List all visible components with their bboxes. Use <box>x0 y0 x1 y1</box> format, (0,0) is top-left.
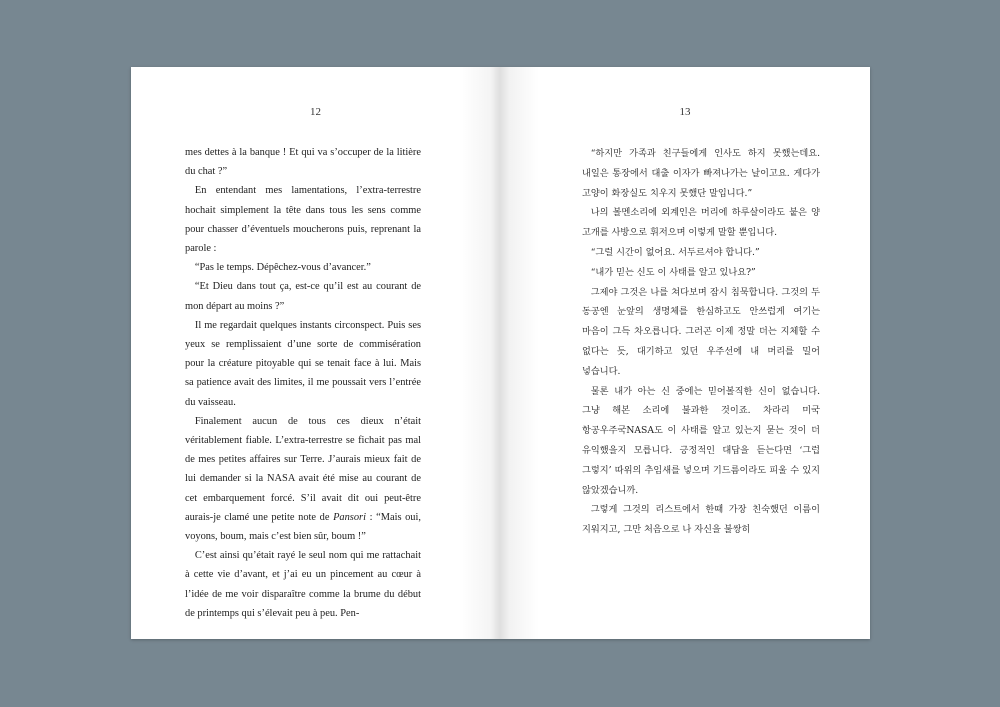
paragraph-text: Finalement aucun de tous ces dieux n’était véritablement fiable. L’extra-terrestre se fichait pas mal de mes petites affaires sur Terre. J’aurais mieux fait de lui demander si la NASA avait été mise au courant de cet embarquement forcé. S’il avait dit oui peut-être aurais-je clamé une petite note de <box>185 415 421 523</box>
paragraph: “하지만 가족과 친구들에게 인사도 하지 못했는데요. 내일은 통장에서 대출 이자가 빠져나가는 날이고요. 게다가 고양이 화장실도 치우지 못했단 말입니다.” <box>582 148 820 199</box>
paragraph <box>185 412 421 546</box>
paragraph: En entendant mes lamentations, l’extra-terrestre hochait simplement la tête dans tous les sens comme pour chasser d’éventuels moucherons puis, reprenant la parole : <box>185 185 421 255</box>
paragraph: “Et Dieu dans tout ça, est-ce qu’il est au courant de mon départ au moins ?” <box>185 281 421 312</box>
pansori-word: Pansori <box>333 511 366 523</box>
paragraph-text: : “Mais oui, voyons, boum, mais c’est bien sûr, boum !” <box>185 511 421 543</box>
book-spread <box>131 67 870 639</box>
page-text <box>185 143 421 623</box>
page-number: 13 <box>679 106 691 118</box>
paragraph: Il me regardait quelques instants circonspect. Puis ses yeux se remplissaient d’une sorte de commisération pour la créature pitoyable qui se tenait face à lui. Mais sa patience avait des limites, il me poussait vers l’entrée du vaisseau. <box>185 319 421 408</box>
page-text <box>582 144 820 540</box>
paragraph: 그렇게 그것의 리스트에서 한때 가장 친숙했던 이름이 지워지고, 그만 처음으로 나 자신을 불쌍히 <box>582 504 820 536</box>
paragraph: C’est ainsi qu’était rayé le seul nom qui me rattachait à cette vie d’avant, et j’ai eu un pincement au cœur à l’idée de me voir disparaître comme la brume du début de printemps qui s’élevait peu à peu. Pen- <box>185 550 421 619</box>
paragraph: 물론 내가 아는 신 중에는 믿어볼직한 신이 없습니다. 그냥 해본 소리에 불과한 것이죠. 차라리 미국 항공우주국NASA도 이 사태를 알고 있는지 묻는 것이 더 유익했을지 모릅니다. 긍정적인 대답을 듣는다면 ‘그럽 그렇지’ 따위의 추임새를 넣으며 기드름이라도 피울 수 있지 않았겠습니까. <box>582 385 820 496</box>
left-page <box>131 67 500 639</box>
paragraph: “Pas le temps. Dépêchez-vous d’avancer.” <box>194 262 371 274</box>
paragraph: mes dettes à la banque ! Et qui va s’occuper de la litière du chat ?” <box>185 147 421 178</box>
page-number: 12 <box>310 106 321 118</box>
right-page <box>500 67 870 639</box>
paragraph: “그럴 시간이 없어요. 서두르셔야 합니다.” <box>590 246 760 258</box>
paragraph: 그제야 그것은 나를 쳐다보며 잠시 침묵합니다. 그것의 두 동공엔 눈앞의 생명체를 한심하고도 안쓰럽게 여기는 마음이 그득 차오릅니다. 그러곤 이제 정말 더는 지체할 수 없다는 듯, 대기하고 있던 우주선에 내 머리를 밀어 넣습니다. <box>582 286 820 377</box>
paragraph: 나의 볼멘소리에 외계인은 머리에 하루살이라도 붙은 양 고개를 사방으로 휘저으며 이렇게 말할 뿐입니다. <box>582 207 820 239</box>
paragraph: “내가 믿는 신도 이 사태를 알고 있나요?” <box>590 266 756 278</box>
